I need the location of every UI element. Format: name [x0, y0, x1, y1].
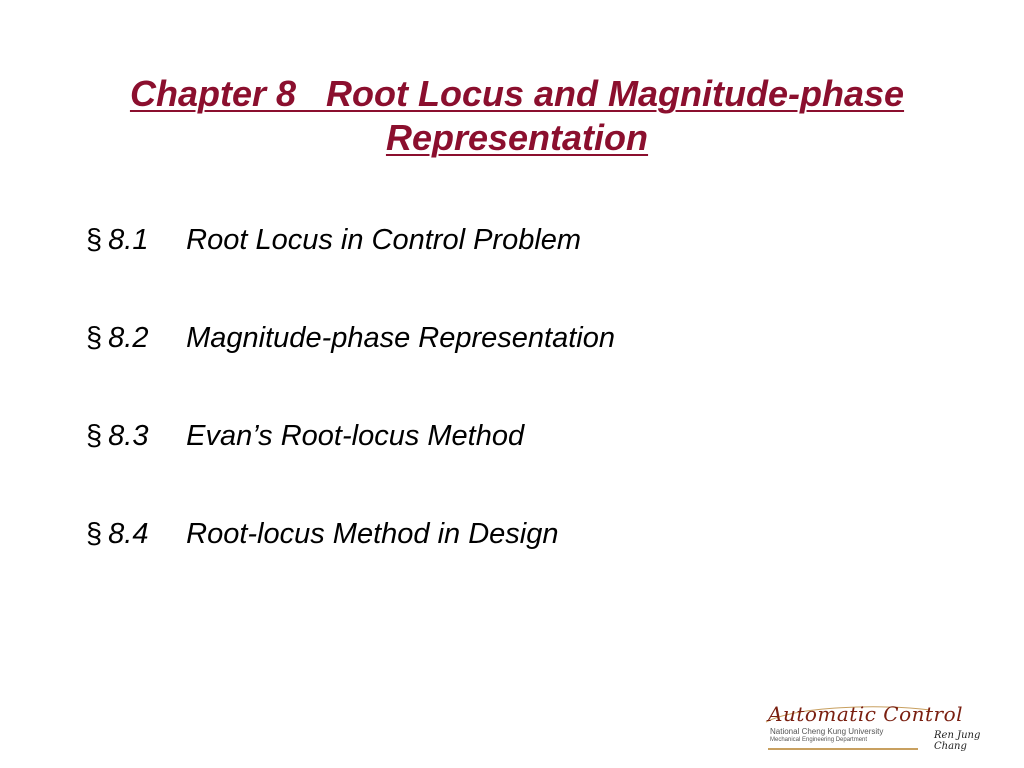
section-symbol: § [86, 518, 103, 550]
slide-title [60, 72, 974, 160]
section-label: Root Locus in Control Problem [186, 224, 582, 256]
section-label: Magnitude-phase Representation [186, 322, 615, 354]
logo-author: Ren Jung Chang [934, 730, 981, 752]
section-number: 8.1 [108, 224, 149, 256]
section-number: 8.4 [108, 518, 149, 550]
title-line-1: Chapter 8 Root Locus and Magnitude-phase [129, 73, 905, 114]
section-item-8-3 [86, 416, 615, 514]
logo-department: Mechanical Engineering Department [770, 737, 868, 743]
course-logo [758, 700, 984, 752]
section-list [86, 220, 615, 612]
section-number: 8.3 [108, 420, 149, 452]
section-item-8-2 [86, 318, 615, 416]
logo-title: Automatic Control [768, 702, 964, 726]
section-symbol: § [86, 322, 103, 354]
logo-underline [768, 748, 918, 750]
section-symbol: § [86, 224, 103, 256]
section-symbol: § [86, 420, 103, 452]
section-label: Root-locus Method in Design [186, 518, 559, 550]
section-label: Evan’s Root-locus Method [186, 420, 525, 452]
section-item-8-1 [86, 220, 615, 318]
logo-university: National Cheng Kung University [770, 727, 884, 736]
title-line-2: Representation [385, 117, 649, 158]
section-item-8-4 [86, 514, 615, 612]
section-number: 8.2 [108, 322, 149, 354]
